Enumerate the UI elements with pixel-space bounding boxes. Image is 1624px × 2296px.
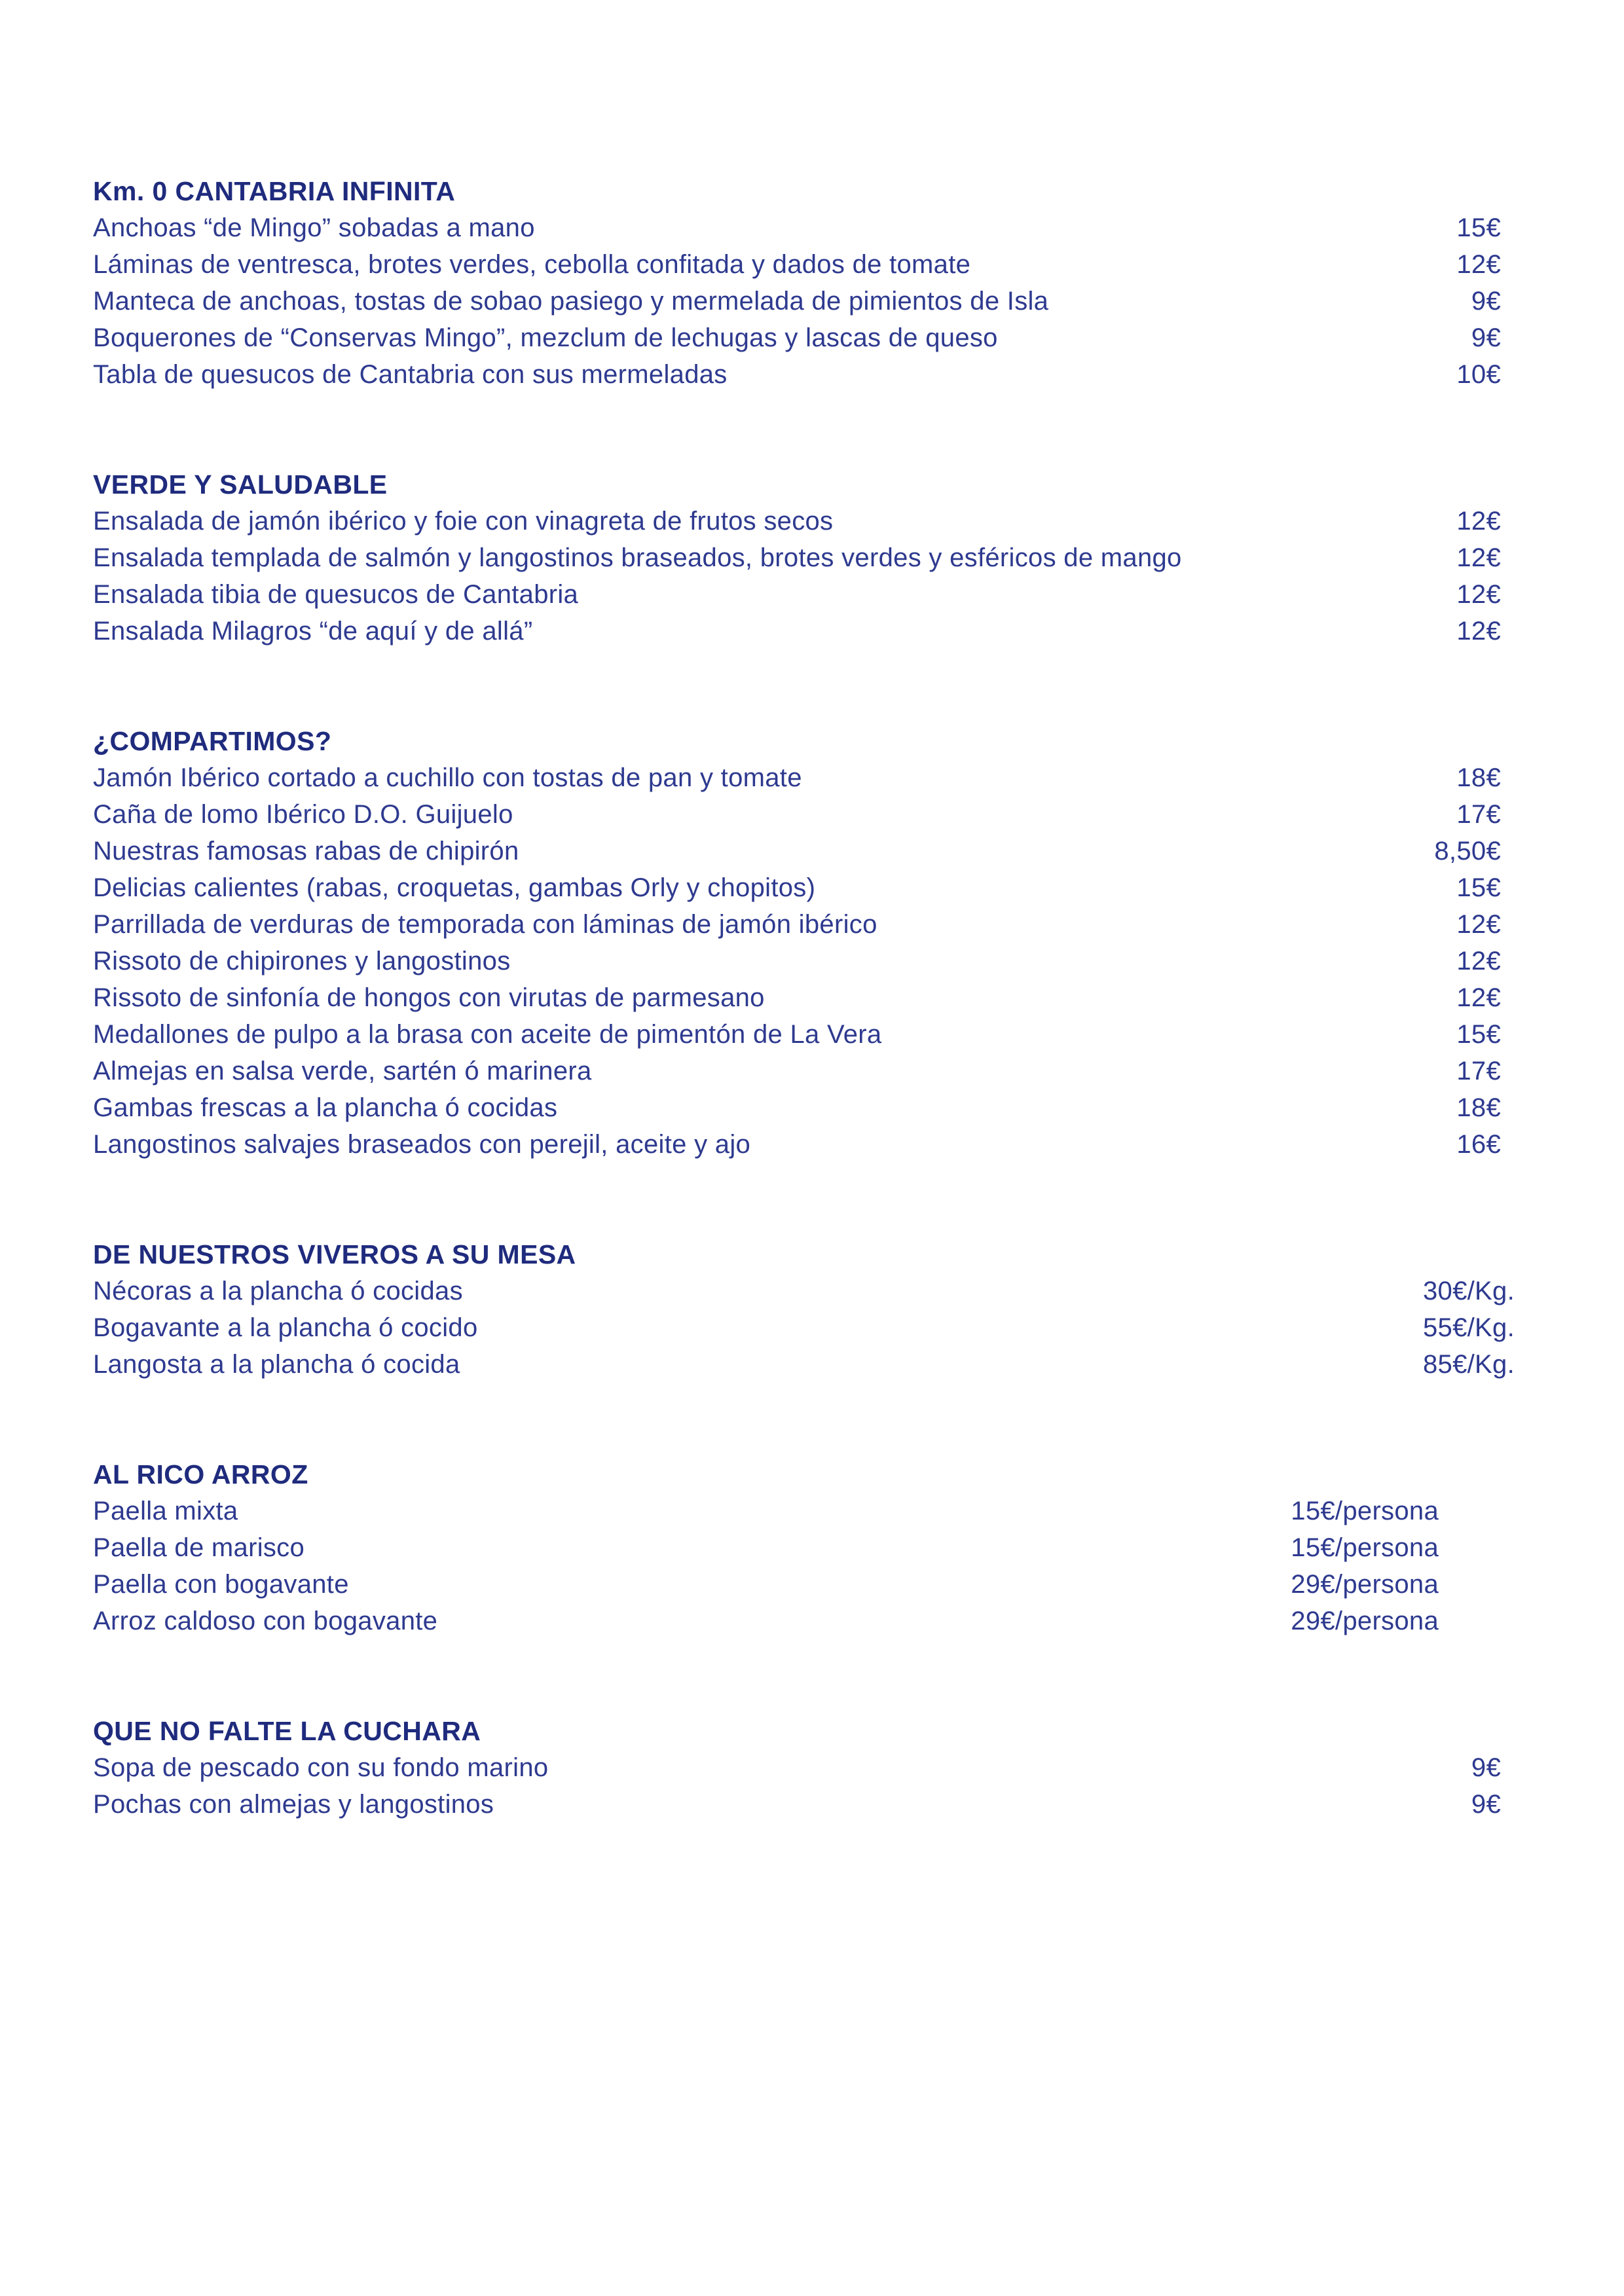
menu-item-row [93, 1273, 1515, 1309]
item-name: Sopa de pescado con su fondo marino [93, 1753, 549, 1782]
item-price: 9€ [1471, 323, 1501, 352]
menu-item-row [93, 613, 1501, 649]
item-name: Parrillada de verduras de temporada con láminas de jamón ibérico [93, 910, 877, 939]
item-price: 12€ [1456, 947, 1501, 975]
item-price: 18€ [1456, 763, 1501, 792]
menu-section [93, 1236, 1515, 1383]
menu-item-row [93, 1053, 1501, 1089]
item-price: 9€ [1471, 1790, 1501, 1819]
item-name: Paella mixta [93, 1497, 238, 1525]
item-name: Rissoto de sinfonía de hongos con virutas de parmesano [93, 983, 765, 1012]
menu-section [93, 1713, 1501, 1823]
item-name: Nécoras a la plancha ó cocidas [93, 1277, 463, 1305]
section-title: ¿COMPARTIMOS? [93, 726, 332, 756]
item-name: Tabla de quesucos de Cantabria con sus mermeladas [93, 360, 728, 389]
item-name: Boquerones de “Conservas Mingo”, mezclum de lechugas y lascas de queso [93, 323, 998, 352]
menu-item-row [93, 979, 1501, 1016]
item-price: 15€/persona [1291, 1533, 1439, 1562]
item-price: 9€ [1471, 1753, 1501, 1782]
item-price: 12€ [1456, 250, 1501, 279]
item-price: 29€/persona [1291, 1607, 1439, 1635]
menu-item-row [93, 210, 1501, 246]
item-price: 15€/persona [1291, 1497, 1439, 1525]
menu-item-row [93, 796, 1501, 833]
menu-item-row [93, 1016, 1501, 1053]
menu-section [93, 466, 1501, 649]
section-title: VERDE Y SALUDABLE [93, 469, 388, 500]
item-price: 8,50€ [1434, 837, 1501, 866]
item-price: 9€ [1471, 287, 1501, 316]
menu-item-row [93, 503, 1501, 539]
item-name: Nuestras famosas rabas de chipirón [93, 837, 519, 866]
item-name: Langostinos salvajes braseados con perejil, aceite y ajo [93, 1130, 751, 1159]
menu-item-row [93, 1566, 1501, 1603]
item-price: 17€ [1456, 1057, 1501, 1085]
item-price: 16€ [1456, 1130, 1501, 1159]
menu-section [93, 173, 1501, 393]
menu-item-row [93, 356, 1501, 393]
item-name: Ensalada Milagros “de aquí y de allá” [93, 617, 533, 646]
menu-item-row [93, 1529, 1501, 1566]
menu-item-row [93, 539, 1501, 576]
item-name: Anchoas “de Mingo” sobadas a mano [93, 213, 535, 242]
item-name: Bogavante a la plancha ó cocido [93, 1313, 478, 1342]
item-name: Ensalada tibia de quesucos de Cantabria [93, 580, 579, 609]
item-price: 12€ [1456, 543, 1501, 572]
item-name: Rissoto de chipirones y langostinos [93, 947, 511, 975]
menu-item-row [93, 1346, 1515, 1383]
menu-item-row [93, 246, 1501, 283]
menu-item-row [93, 1786, 1501, 1823]
item-name: Caña de lomo Ibérico D.O. Guijuelo [93, 800, 513, 829]
section-title: Km. 0 CANTABRIA INFINITA [93, 176, 456, 206]
item-price: 18€ [1456, 1093, 1501, 1122]
item-price: 12€ [1456, 580, 1501, 609]
menu-section [93, 723, 1501, 1163]
item-price: 12€ [1456, 507, 1501, 536]
menu-section [93, 1456, 1501, 1639]
item-price: 29€/persona [1291, 1570, 1439, 1599]
item-price: 15€ [1456, 213, 1501, 242]
item-price: 15€ [1456, 1020, 1501, 1049]
menu-item-row [93, 906, 1501, 943]
item-name: Almejas en salsa verde, sartén ó marinera [93, 1057, 592, 1085]
section-title: QUE NO FALTE LA CUCHARA [93, 1716, 481, 1746]
menu-item-row [93, 1089, 1501, 1126]
item-price: 15€ [1456, 873, 1501, 902]
item-name: Ensalada de jamón ibérico y foie con vinagreta de frutos secos [93, 507, 834, 536]
menu-item-row [93, 1493, 1501, 1529]
item-name: Gambas frescas a la plancha ó cocidas [93, 1093, 558, 1122]
menu-item-row [93, 943, 1501, 979]
item-name: Medallones de pulpo a la brasa con aceite de pimentón de La Vera [93, 1020, 882, 1049]
item-name: Láminas de ventresca, brotes verdes, cebolla confitada y dados de tomate [93, 250, 971, 279]
item-name: Manteca de anchoas, tostas de sobao pasiego y mermelada de pimientos de Isla [93, 287, 1049, 316]
menu-item-row [93, 1749, 1501, 1786]
menu-item-row [93, 1603, 1501, 1639]
menu-item-row [93, 1309, 1515, 1346]
item-price: 55€/Kg. [1423, 1313, 1515, 1342]
menu-item-row [93, 833, 1501, 869]
item-name: Ensalada templada de salmón y langostinos braseados, brotes verdes y esféricos de mango [93, 543, 1182, 572]
menu-item-row [93, 1126, 1501, 1163]
item-name: Pochas con almejas y langostinos [93, 1790, 494, 1819]
item-price: 10€ [1456, 360, 1501, 389]
item-price: 30€/Kg. [1423, 1277, 1515, 1305]
item-name: Jamón Ibérico cortado a cuchillo con tostas de pan y tomate [93, 763, 802, 792]
item-price: 17€ [1456, 800, 1501, 829]
section-title: DE NUESTROS VIVEROS A SU MESA [93, 1239, 576, 1269]
menu-item-row [93, 283, 1501, 319]
item-name: Paella con bogavante [93, 1570, 349, 1599]
menu-item-row [93, 319, 1501, 356]
menu-item-row [93, 759, 1501, 796]
item-price: 12€ [1456, 617, 1501, 646]
menu-item-row [93, 869, 1501, 906]
menu-sections-container [93, 173, 1515, 1823]
item-name: Langosta a la plancha ó cocida [93, 1350, 460, 1379]
item-price: 12€ [1456, 910, 1501, 939]
section-title: AL RICO ARROZ [93, 1459, 308, 1489]
item-name: Delicias calientes (rabas, croquetas, gambas Orly y chopitos) [93, 873, 816, 902]
item-price: 85€/Kg. [1423, 1350, 1515, 1379]
item-name: Paella de marisco [93, 1533, 305, 1562]
item-name: Arroz caldoso con bogavante [93, 1607, 438, 1635]
item-price: 12€ [1456, 983, 1501, 1012]
menu-item-row [93, 576, 1501, 613]
